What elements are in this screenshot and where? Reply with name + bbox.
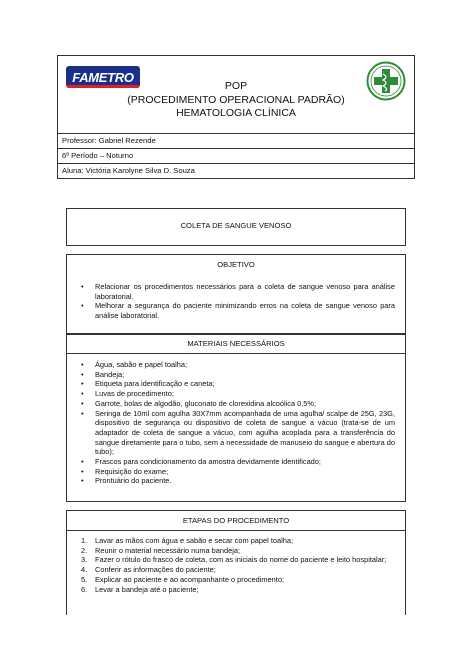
document-header <box>57 55 415 179</box>
list-item: • Água, sabão e papel toalha; <box>81 360 188 369</box>
period-row: 6º Período – Noturno <box>58 149 414 164</box>
list-item: • Luvas de procedimento; <box>81 389 174 399</box>
divider <box>67 530 405 531</box>
steps-title: ETAPAS DO PROCEDIMENTO <box>182 516 290 525</box>
pop-label: POP <box>224 80 248 92</box>
list-item: • Frascos para condicionamento da amostra devidamente identificado; <box>81 457 321 467</box>
materials-list <box>67 360 405 486</box>
list-item: 3. Fazer o rótulo do frasco de coleta, com as iniciais do nome do paciente e leito hospitalar; <box>81 555 387 565</box>
steps-list <box>67 536 405 594</box>
title-block <box>58 80 414 121</box>
divider <box>67 353 405 354</box>
list-item: • Etiqueta para identificação e caneta; <box>81 379 215 389</box>
objective-box <box>66 254 406 334</box>
objective-title: OBJETIVO <box>217 260 255 269</box>
procedure-title-box <box>66 208 406 246</box>
list-item: • Prontuário do paciente. <box>81 476 172 486</box>
subject-label: HEMATOLOGIA CLÍNICA <box>176 107 296 119</box>
list-item: • Melhorar a segurança do paciente minimizando erros na coleta de sangue venoso para análise laboratorial. <box>81 301 395 321</box>
list-item: • Relacionar os procedimentos necessários para a coleta de sangue venoso para análise laboratorial. <box>81 282 395 301</box>
professor-row: Professor: Gabriel Rezende <box>58 134 414 149</box>
list-item: • Bandeja; <box>81 369 125 379</box>
list-item: • Requisição do exame; <box>81 466 169 476</box>
materials-title: MATERIAIS NECESSÁRIOS <box>187 339 285 348</box>
list-item: 6. Levar a bandeja até o paciente; <box>81 584 199 594</box>
pop-full-label: (PROCEDIMENTO OPERACIONAL PADRÃO) <box>127 93 345 106</box>
materials-box <box>66 334 406 502</box>
student-row: Aluna: Victória Karolyne Silva D. Souza <box>62 166 195 175</box>
list-item: 5. Explicar ao paciente e ao acompanhante o procedimento; <box>81 574 284 584</box>
steps-box <box>66 510 406 615</box>
objective-list <box>67 282 405 321</box>
logo-text: FAMETRO <box>72 69 134 85</box>
list-item: 1. Lavar as mãos com água e sabão e secar com papel toalha; <box>81 536 294 545</box>
header-top <box>58 56 414 134</box>
list-item: 2. Reunir o material necessário numa bandeja; <box>81 545 241 555</box>
procedure-title: COLETA DE SANGUE VENOSO <box>180 221 292 230</box>
list-item: • Garrote, bolas de algodão, gluconato de clorexidina alcoólica 0,5%; <box>81 398 317 408</box>
list-item: 4. Conferir as informações do paciente; <box>81 565 216 575</box>
list-item: • Seringa de 10ml com agulha 30X7mm acompanhada de uma agulha/ scalpe de 25G, 23G, dispositivo de segurança ou dispositivo de coleta de sangue a vácuo (trata-se de um adaptador de coleta de sangue a vácuo, com agulha acoplada para a transferência do sangue diretamente para o tubo, sem a necessidade de manuseio do sangue e abertura do tubo); <box>81 408 395 457</box>
